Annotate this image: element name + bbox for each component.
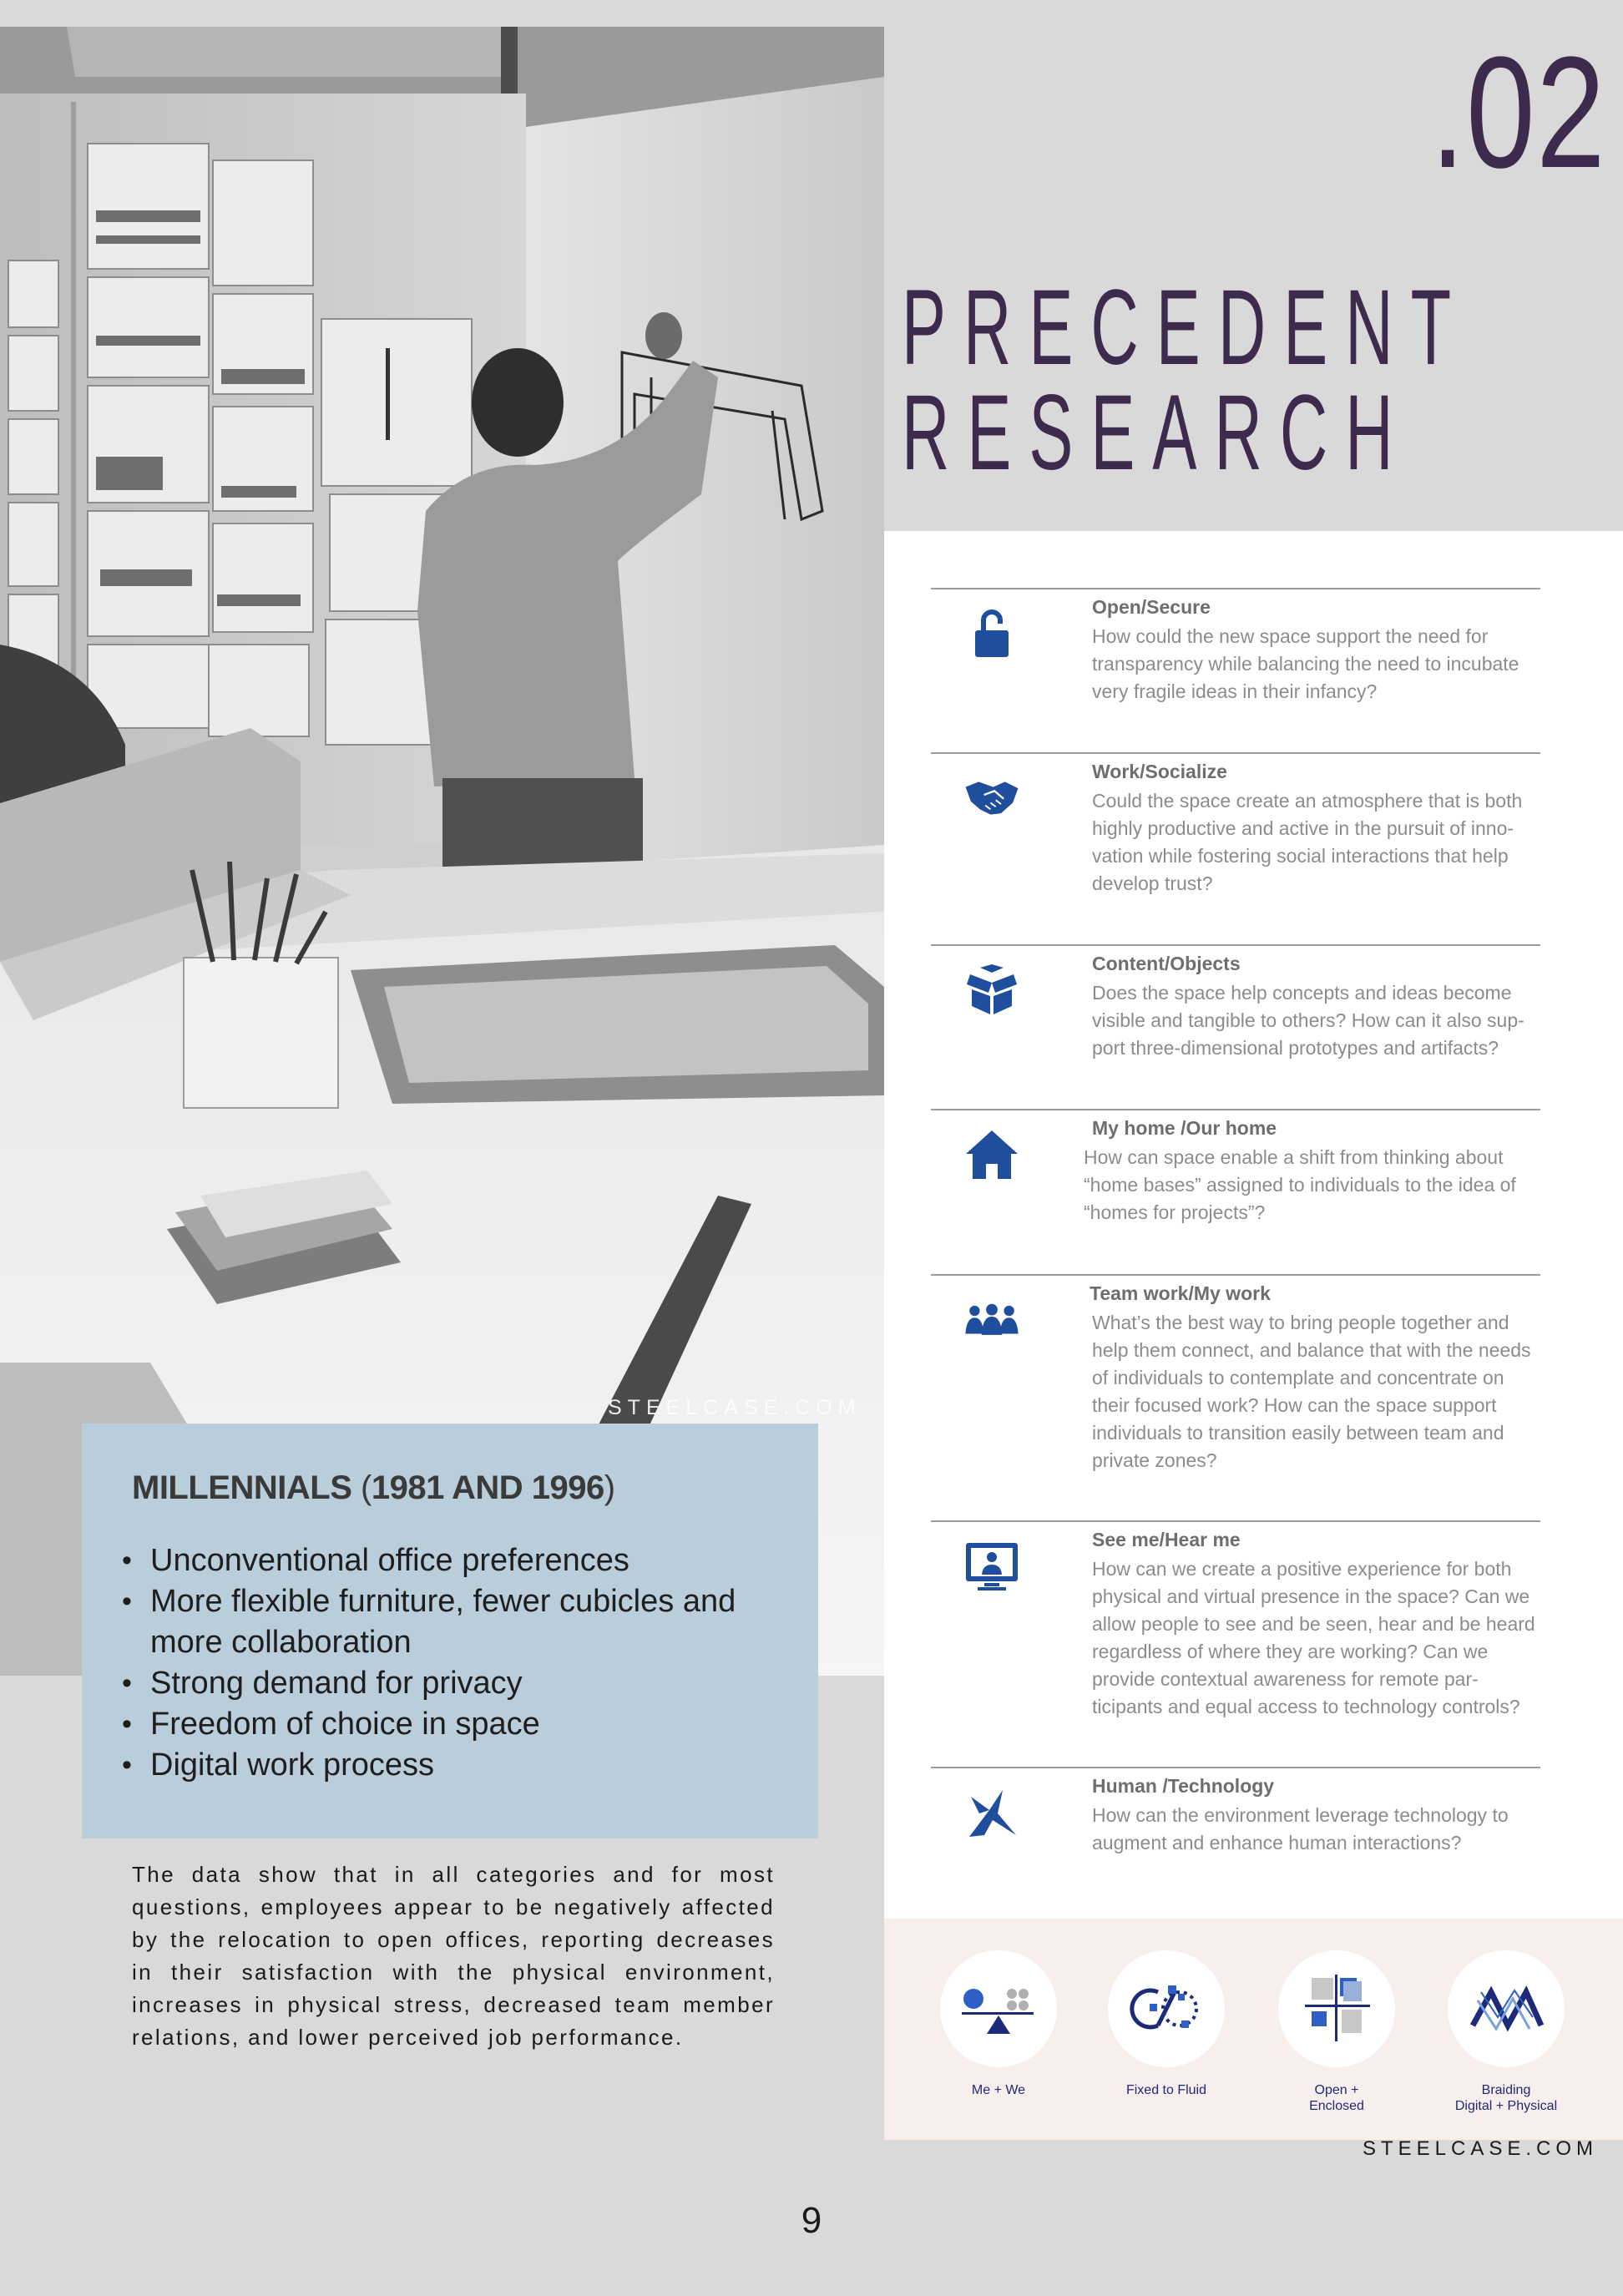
list-item: • Freedom of choice in space [150,1704,785,1745]
millennials-heading-text: MILLENNIALS [132,1469,352,1506]
millennials-heading: MILLENNIALS (1981 AND 1996) [132,1469,615,1506]
research-item-text: Could the space create an atmosphere that is both highly productive and active in the pursuit of inno-vation while fostering social interactions that help develop trust? [1092,790,1523,894]
list-item: • Unconventional office preferences [150,1540,785,1581]
strip-label: Fixed to Fluid [1125,2083,1207,2097]
house-icon [964,1127,1019,1182]
video-call-icon [964,1539,1019,1594]
research-item-see-hear [931,1520,1540,1717]
page-number: 9 [801,2200,822,2241]
research-item-title: Human /Technology [1092,1775,1275,1797]
page-title [902,268,1469,493]
human-technology-icon [964,1785,1019,1840]
handshake-icon [964,771,1019,826]
research-item-home [931,1109,1540,1223]
research-item-text: Does the space help concepts and ideas become visible and tangible to others? How can it also sup-port three-dimensional prototypes and artifacts? [1092,982,1524,1059]
millennials-list [150,1540,785,1786]
research-item-work-socialize [931,752,1540,894]
strip-label: Open + Enclosed [1309,2083,1364,2113]
research-item-text: How can the environment leverage technology to augment and enhance human interactions? [1092,1804,1509,1853]
millennials-box [82,1424,818,1838]
research-item-text: What’s the best way to bring people together and help them connect, and balance that with the needs of individuals to contemplate and concentrate on their focused work? How can the space support individuals to transition easily between team and private zones? [1092,1312,1531,1471]
balance-icon [940,1950,1057,2067]
research-item-title: Open/Secure [1092,596,1211,618]
research-item-text: How can space enable a shift from thinking about “home bases” assigned to individuals to the idea of “homes for projects”? [1084,1146,1516,1223]
braiding-icon [1448,1950,1565,2067]
millennials-years: 1981 AND 1996 [371,1469,604,1506]
research-item-content-objects [931,944,1540,1059]
open-enclosed-icon [1278,1950,1395,2067]
team-icon [964,1292,1019,1348]
research-item-title: Work/Socialize [1092,761,1227,782]
research-item-open-secure [931,588,1540,702]
brand-footer: STEELCASE.COM [1362,2137,1598,2160]
concept-icon-strip [884,1919,1623,2140]
research-item-text: How can we create a positive experience for both physical and virtual presence in the space? Can we allow people to see and be seen, hear and be heard regardless of where they are working? Can we provide contextual awareness for remote par-ticipants and equal access to technology controls? [1092,1558,1535,1717]
research-item-teamwork [931,1274,1540,1471]
summary-paragraph: The data show that in all categories and for most questions, employees appear to be negatively affected by the relocation to open offices, reporting decreases in their satisfaction with the physical environment, increases in physical stress, decreased team member relations, and lower perceived job performance. [132,1862,775,2050]
research-item-title: My home /Our home [1092,1117,1277,1139]
research-item-human-technology [931,1767,1540,1853]
title-line-1: PRECEDENT [902,268,1469,387]
padlock-open-icon [964,606,1019,661]
section-number: .02 [1430,24,1606,201]
fluid-cycle-icon [1108,1950,1225,2067]
strip-label: Braiding Digital + Physical [1454,2083,1558,2113]
open-box-icon [964,963,1019,1018]
list-item: • Digital work process [150,1745,785,1786]
photo-credit: STEELCASE.COM [608,1396,862,1419]
research-item-text: How could the new space support the need for transparency while balancing the need to incubate very fragile ideas in their infancy? [1092,625,1519,702]
research-item-title: See me/Hear me [1092,1529,1241,1550]
list-item: • More flexible furniture, fewer cubicles and more collaboration [150,1581,785,1663]
research-panel [884,531,1623,2113]
title-line-2: RESEARCH [902,373,1411,493]
research-item-title: Team work/My work [1090,1282,1271,1304]
research-item-title: Content/Objects [1092,953,1241,974]
strip-label: Me + We [971,2083,1026,2097]
list-item: • Strong demand for privacy [150,1663,785,1704]
